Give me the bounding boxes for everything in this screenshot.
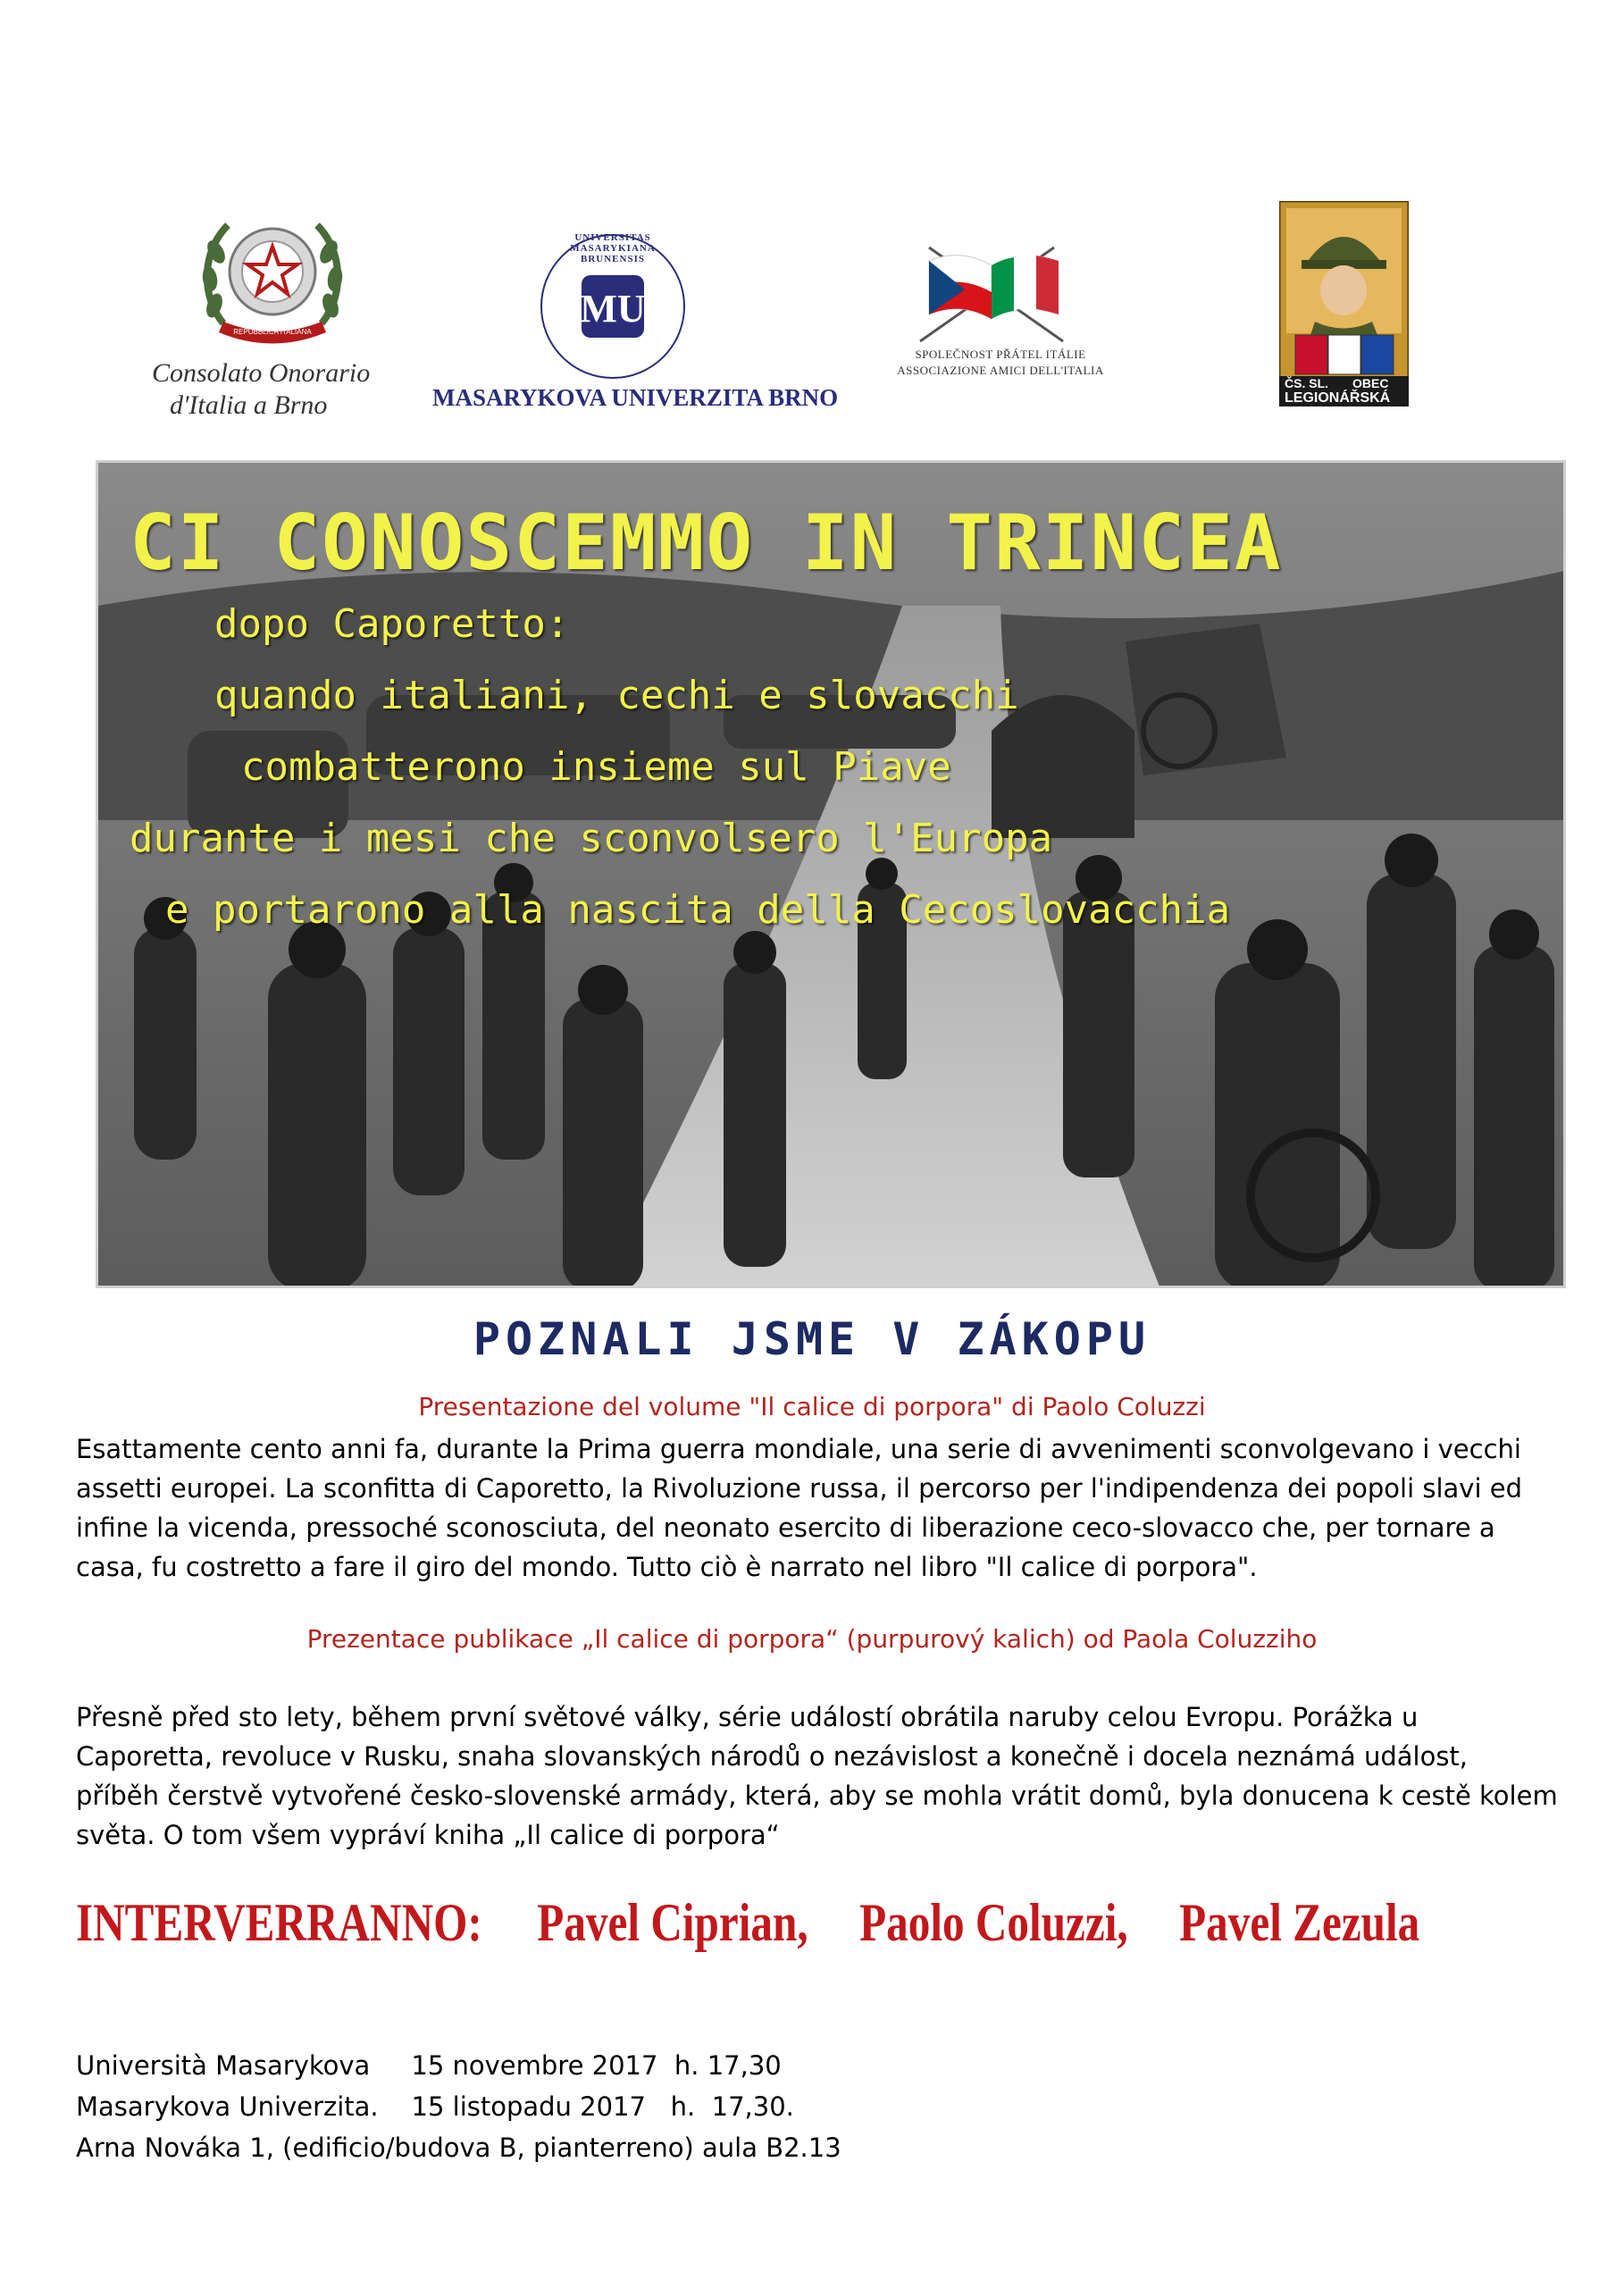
speakers-line <box>76 1892 1460 1954</box>
czech-subheading: Prezentace publikace „Il calice di porpora“ (purpurový kalich) od Paola Coluzziho <box>306 1624 1318 1654</box>
emblem-ribbon-text: REPUBBLICA ITALIANA <box>233 328 312 336</box>
muni-logo <box>532 230 693 382</box>
banner-line-2: quando italiani, cechi e slovacchi <box>214 673 1019 718</box>
event-venue: Arna Nováka 1, (edificio/budova B, pianterreno) aula B2.13 <box>76 2133 841 2163</box>
badge-text-bottom: LEGIONÁŘSKÁ <box>1285 390 1391 406</box>
italian-subheading: Presentazione del volume "Il calice di porpora" di Paolo Coluzzi <box>418 1392 1206 1421</box>
consolato-caption <box>152 357 384 422</box>
banner-line-4: durante i mesi che sconvolsero l'Europa <box>130 816 1053 861</box>
consolato-caption-line-2: d'Italia a Brno <box>170 390 328 420</box>
badge-text-left: ČS. SL. <box>1285 376 1329 390</box>
czech-title: POZNALI JSME V ZÁKOPU <box>473 1313 1151 1365</box>
spolecnost-caption <box>893 347 1108 379</box>
banner-line-5: e portarono alla nascita della Cecoslovacchia <box>165 887 1231 933</box>
consolato-caption-line-1: Consolato Onorario <box>152 358 371 388</box>
italian-paragraph: Esattamente cento anni fa, durante la Prima guerra mondiale, una serie di avvenimenti sconvolgevano i vecchi assetti europei. La sconfitta di Caporetto, la Rivoluzione russa, il percorso per l'indipendenza dei popoli slavi ed infine la vicenda, pressoché sconosciuta, del neonato esercito di liberazione ceco-slovacco che, per tornare a casa, fu costretto a fare il giro del mondo. Tutto ciò è narrato nel libro "Il calice di porpora". <box>76 1434 1522 1582</box>
muni-ring-text: UNIVERSITAS MASARYKIANA BRUNENSIS <box>570 232 656 264</box>
speaker-name: Pavel Zezula <box>1179 1893 1420 1952</box>
event-line-italian: Università Masarykova 15 novembre 2017 h. 17,30 <box>76 2050 782 2081</box>
banner-title: CI CONOSCEMMO IN TRINCEA <box>130 499 1283 588</box>
badge-text-right: OBEC <box>1352 376 1389 390</box>
svg-text:MU: MU <box>580 287 646 331</box>
spolecnost-caption-it: ASSOCIAZIONE AMICI DELL'ITALIA <box>897 364 1104 377</box>
banner-line-1: dopo Caporetto: <box>214 601 570 647</box>
ww1-photo-banner <box>96 460 1566 1288</box>
speaker-name: Paolo Coluzzi, <box>859 1893 1128 1952</box>
speaker-name: Pavel Ciprian, <box>537 1893 808 1952</box>
speakers-label: INTERVERRANNO: <box>76 1893 482 1952</box>
czech-paragraph: Přesně před sto lety, během první světové války, série událostí obrátila naruby celou Evropu. Porážka u Caporetta, revoluce v Rusku, snaha slovanských národů o nezávislost a konečně i docela neznámá událost, příběh čerstvě vytvořené česko-slovenské armády, která, aby se mohla vrátit domů, byla donucena k cestě kolem světa. O tom všem vypráví kniha „Il calice di porpora“ <box>76 1702 1558 1850</box>
friendship-flags-logo <box>893 243 1090 346</box>
banner-line-3: combatterono insieme sul Piave <box>241 744 951 790</box>
spolecnost-caption-cz: SPOLEČNOST PŘÁTEL ITÁLIE <box>915 348 1086 361</box>
event-line-czech: Masarykova Univerzita. 15 listopadu 2017 h. 17,30. <box>76 2091 794 2122</box>
muni-caption: MASARYKOVA UNIVERZITA BRNO <box>432 384 839 411</box>
legionnaire-badge-logo <box>1279 201 1409 406</box>
italian-republic-emblem <box>197 207 348 355</box>
